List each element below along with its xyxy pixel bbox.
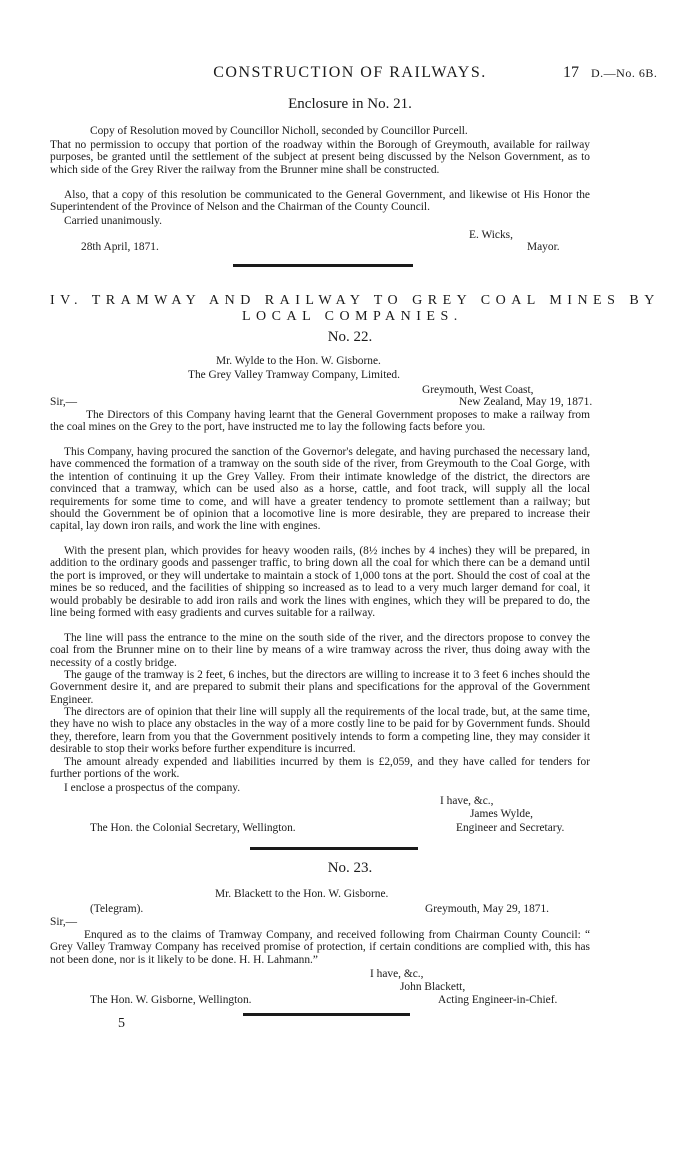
letter-22-closing: I have, &c.,	[440, 795, 494, 807]
letter-22-addressee: The Hon. the Colonial Secretary, Wellington.	[90, 822, 296, 834]
letter-22-signer-title: Engineer and Secretary.	[456, 822, 565, 834]
enclosure-signer-title: Mayor.	[527, 241, 560, 253]
letter-22-paragraph-6: The directors are of opinion that their line will supply all the requirements of the local trade, but, at the same time, they have no wish to place any obstacles in the way of a more costly line to be paid for by Government funds. Should they, therefore, learn from you that the Government positively intends to form a competing line, they may consider it desirable to stop their works before further expenditure is incurred.	[50, 706, 590, 756]
letter-23-signer-title: Acting Engineer-in-Chief.	[438, 994, 558, 1006]
section-divider-rule	[233, 264, 413, 267]
printer-signature-mark: 5	[118, 1016, 125, 1031]
resolution-intro: Copy of Resolution moved by Councillor Nicholl, seconded by Councillor Purcell.	[90, 125, 468, 137]
letter-23-from-to: Mr. Blackett to the Hon. W. Gisborne.	[215, 888, 389, 900]
letter-23-addressee: The Hon. W. Gisborne, Wellington.	[90, 994, 252, 1006]
letter-23-closing: I have, &c.,	[370, 968, 424, 980]
letter-22-paragraph-2: This Company, having procured the sanction of the Governor's delegate, and having purchased the necessary land, have commenced the formation of a tramway on the south side of the river, from Greymouth to the Coal Gorge, with the intention of continuing it up the Grey Valley. From their intimate knowledge of the district, the directors are convinced that a tramway, which can be used also as a horse, cattle, and foot track, will supply all the local requirements for some time to come, and will have a greater tendency to promote settlement than a railway; but should the Government be of opinion that a locomotive line is more desirable, they are prepared to increase their capital, lay down iron rails, and work the line with engines.	[50, 446, 590, 533]
end-rule	[243, 1013, 410, 1016]
letter-23-signer-name: John Blackett,	[400, 981, 466, 993]
letter-22-signer-name: James Wylde,	[470, 808, 534, 820]
letter-22-paragraph-8: I enclose a prospectus of the company.	[64, 782, 241, 794]
letter-22-company: The Grey Valley Tramway Company, Limited.	[188, 369, 400, 381]
running-header-title: CONSTRUCTION OF RAILWAYS.	[213, 64, 487, 81]
letter-number-23: No. 23.	[327, 860, 373, 876]
enclosure-heading: Enclosure in No. 21.	[288, 96, 412, 112]
page-number: 17	[563, 64, 579, 81]
letter-22-salutation: Sir,—	[50, 396, 78, 408]
section-heading-line-1: IV. TRAMWAY AND RAILWAY TO GREY COAL MINES BY	[50, 293, 660, 308]
enclosure-date: 28th April, 1871.	[81, 241, 159, 253]
letter-22-paragraph-1: The Directors of this Company having learnt that the General Government proposes to make a railway from the coal mines on the Grey to the port, have instructed me to lay the following facts before you.	[50, 409, 590, 434]
letter-22-paragraph-3: With the present plan, which provides for heavy wooden rails, (8½ inches by 4 inches) they will be prepared, in addition to the ordinary goods and passenger traffic, to bring down all the coal for which there can be a demand until the port is improved, or they will undertake to maintain a stock of 1,000 tons at the port. Should the cost of coal at the mines be so reduced, and the facilities of shipping so increased as to lead to a very much larger demand for coal, it would probably be desirable to add iron rails and work the lines with engines, which they will be prepared to do, the line being formed with easy gradients and curves suitable for a railway.	[50, 545, 590, 620]
resolution-paragraph-2: Also, that a copy of this resolution be communicated to the General Government, and likewise ot His Honor the Superintendent of the Province of Nelson and the Chairman of the County Council.	[50, 189, 590, 214]
letter-22-paragraph-5: The gauge of the tramway is 2 feet, 6 inches, but the directors are willing to increase it to 3 feet 6 inches should the Government desire it, and are prepared to submit their plans and specifications for the approval of the Government Engineer.	[50, 669, 590, 706]
letter-22-paragraph-7: The amount already expended and liabilities incurred by them is £2,059, and they have called for tenders for further portions of the work.	[50, 756, 590, 781]
enclosure-signer-name: E. Wicks,	[469, 229, 513, 241]
letter-22-address-line-2: New Zealand, May 19, 1871.	[459, 396, 593, 408]
letter-divider-rule	[250, 847, 418, 850]
letter-number-22: No. 22.	[327, 329, 373, 345]
letter-23-salutation: Sir,—	[50, 916, 78, 928]
resolution-paragraph-1: That no permission to occupy that portion of the roadway within the Borough of Greymouth, available for railway purposes, be granted until the settlement of the subject at present being discussed by the Nelson Government, as to which side of the Grey River the railway from the Brunner mine shall be constructed.	[50, 139, 590, 176]
letter-23-body: Enqured as to the claims of Tramway Company, and received following from Chairman County Council: “ Grey Valley Tramway Company has received promise of protection, if certain conditions are complied with, this has not been done, nor is it likely to be done. H. H. Lahmann.”	[50, 929, 590, 966]
letter-22-paragraph-4: The line will pass the entrance to the mine on the south side of the river, and the directors propose to convey the coal from the Brunner mine on to their line by means of a wire tramway across the river, thus doing away with the necessity of a costly bridge.	[50, 632, 590, 669]
letter-23-type: (Telegram).	[90, 903, 144, 915]
carried-note: Carried unanimously.	[64, 215, 162, 227]
document-reference: D.—No. 6B.	[591, 66, 658, 80]
section-heading-line-2: LOCAL COMPANIES.	[242, 309, 463, 324]
letter-22-from-to: Mr. Wylde to the Hon. W. Gisborne.	[216, 355, 381, 367]
letter-22-address-line-1: Greymouth, West Coast,	[422, 384, 534, 396]
letter-23-place-date: Greymouth, May 29, 1871.	[425, 903, 550, 915]
